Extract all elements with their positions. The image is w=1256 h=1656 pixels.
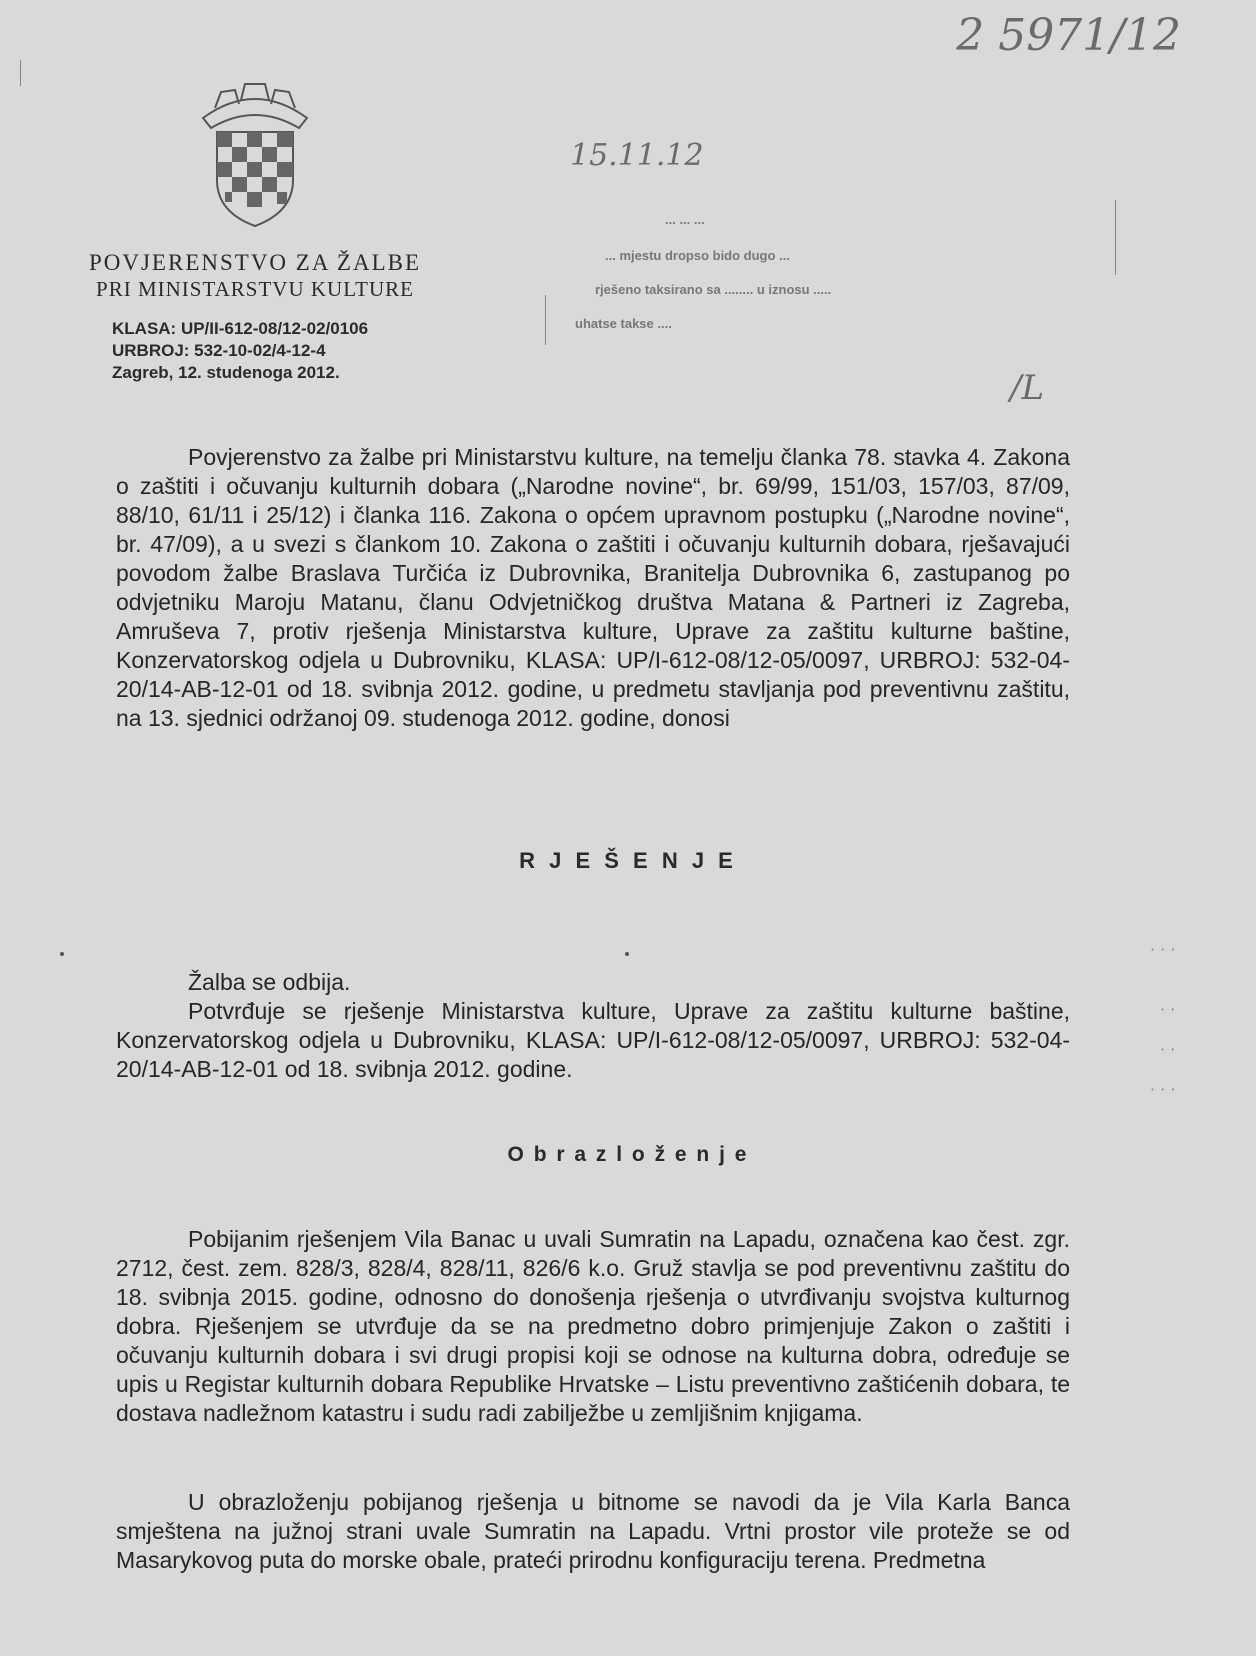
place-and-date: Zagreb, 12. studenoga 2012. (112, 363, 340, 382)
stamp-row-2: ... mjestu dropso bido dugo ... (605, 248, 790, 263)
scan-mark (20, 60, 21, 86)
scan-dot (60, 952, 64, 956)
decision-line-1: Žalba se odbija. (188, 969, 351, 995)
reference-block (112, 318, 368, 384)
coat-of-arms-icon (195, 80, 315, 230)
institution-line-1: POVJERENSTVO ZA ŽALBE (88, 250, 422, 275)
receipt-stamp (545, 200, 1115, 350)
scan-dot (625, 952, 629, 956)
institution-name (60, 250, 450, 302)
handwritten-case-number: 2 5971/12 (956, 10, 1181, 61)
decision-line-2: Potvrđuje se rješenje Ministarstva kulture, Uprave za zaštitu kulturne baštine, Konzervatorskog odjela u Dubrovniku, KLASA: UP/I-612-08/12-05/0097, URBROJ: 532-04-20/14-AB-12-01 od 18. svibnja 2012. godine. (116, 998, 1070, 1082)
intro-paragraph-text: Povjerenstvo za žalbe pri Ministarstvu kulture, na temelju članka 78. stavka 4. Zakona o zaštiti i očuvanju kulturnih dobara („Narodne novine“, br. 69/99, 151/03, 157/03, 87/09, 88/10, 61/11 i 25/12) i članka 116. Zakona o općem upravnom postupku („Narodne novine“, br. 47/09), a u svezi s člankom 10. Zakona o zaštiti i očuvanju kulturnih dobara, rješavajući povodom žalbe Braslava Turčića iz Dubrovnika, Branitelja Dubrovnika 6, zastupanog po odvjetniku Maroju Matanu, članu Odvjetničkog društva Matana & Partneri iz Zagreba, Amruševa 7, protiv rješenja Ministarstva kulture, Uprave za zaštitu kulturne baštine, Konzervatorskog odjela u Dubrovniku, KLASA: UP/I-612-08/12-05/0097, URBROJ: 532-04-20/14-AB-12-01 od 18. svibnja 2012. godine, u predmetu stavljanja pod preventivnu zaštitu, na 13. sjednici održanoj 09. studenoga 2012. godine, donosi (116, 444, 1070, 731)
stamp-right-border (1115, 200, 1116, 275)
scan-speck: · · · (1150, 1080, 1176, 1099)
klasa-number: KLASA: UP/II-612-08/12-02/0106 (112, 319, 369, 338)
stamp-left-border (545, 295, 546, 345)
decision-heading: R J E Š E N J E (519, 848, 737, 873)
handwritten-initials: /L (1010, 368, 1045, 408)
stamp-row-3: rješeno taksirano sa ........ u iznosu ..... (595, 282, 832, 297)
stamp-row-4: uhatse takse .... (575, 316, 672, 331)
decision-block (116, 968, 1070, 1084)
reasoning-heading: O b r a z l o ž e n j e (507, 1143, 749, 1166)
urbroj-number: URBROJ: 532-10-02/4-12-4 (112, 341, 326, 360)
scan-speck: · · (1160, 1040, 1176, 1059)
stamp-row-1: ... ... ... (665, 212, 705, 227)
scan-speck: · · (1160, 1000, 1176, 1019)
scan-speck: · · · (1150, 940, 1176, 959)
reasoning-paragraph-2: U obrazloženju pobijanog rješenja u bitnome se navodi da je Vila Karla Banca smještena na južnoj strani uvale Sumratin na Lapadu. Vrtni prostor vile proteže se od Masarykovog puta do morske obale, prateći prirodnu konfiguraciju terena. Predmetna (116, 1489, 1070, 1573)
institution-line-2: PRI MINISTARSTVU KULTURE (96, 277, 414, 301)
intro-paragraph (116, 443, 1070, 733)
handwritten-date: 15.11.12 (570, 138, 704, 173)
reasoning-paragraph-1: Pobijanim rješenjem Vila Banac u uvali Sumratin na Lapadu, označena kao čest. zgr. 2712, čest. zem. 828/3, 828/4, 828/11, 826/6 k.o. Gruž stavlja se pod preventivnu zaštitu do 18. svibnja 2015. godine, odnosno do donošenja rješenja o utvrđivanju svojstva kulturnog dobra. Rješenjem se utvrđuje da se na predmetno dobro primjenjuje Zakon o zaštiti i očuvanju kulturnih dobara i svi drugi propisi koji se odnose na kulturna dobra, određuje se upis u Registar kulturnih dobara Republike Hrvatske – Listu preventivno zaštićenih dobara, te dostava nadležnom katastru i sudu radi zabilježbe u zemljišnim knjigama. (116, 1226, 1070, 1426)
